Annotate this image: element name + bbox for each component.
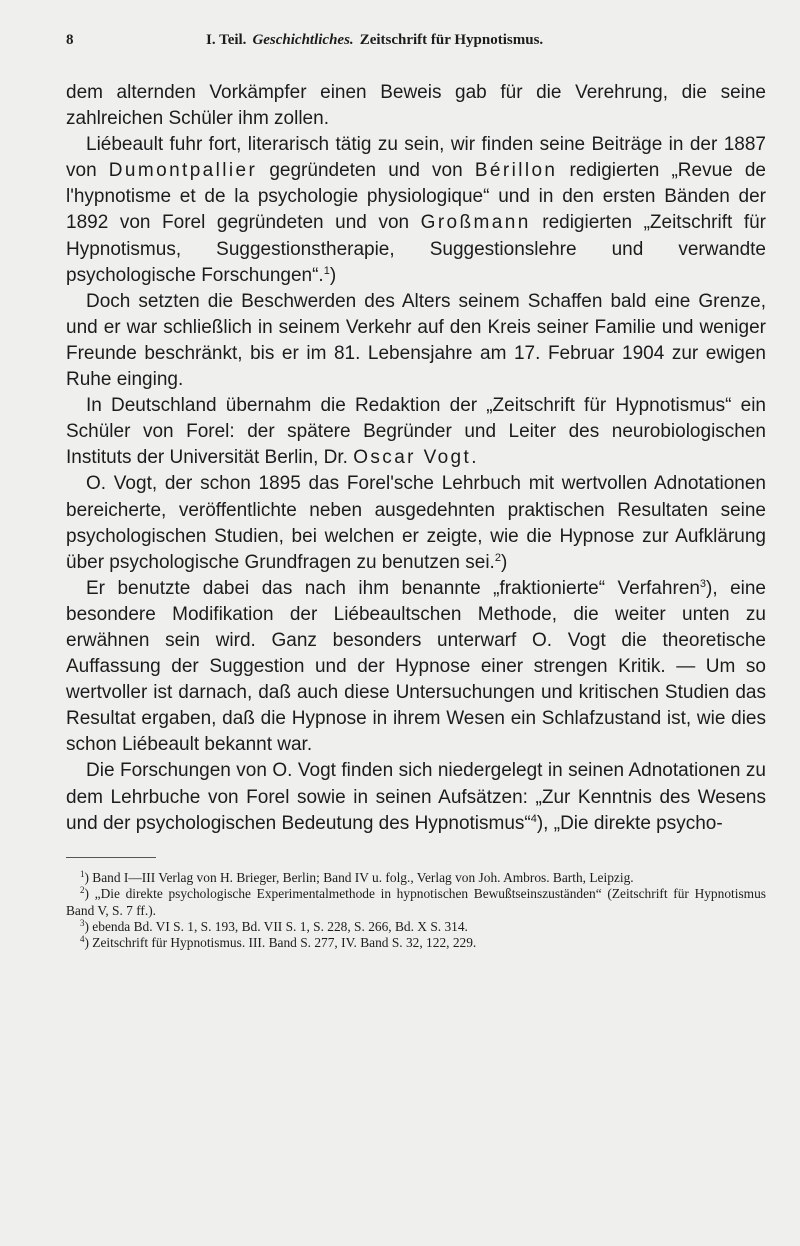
- footnotes: [66, 870, 766, 952]
- footnote-number: 3: [80, 917, 85, 928]
- paragraph-text: ): [329, 264, 337, 286]
- footnote-divider: [66, 857, 156, 858]
- page-number: 8: [66, 32, 74, 48]
- footnote-number: 1: [80, 868, 85, 879]
- footnote-text: ) „Die direkte psychologische Experimentalmethode in hypnotischen Bewußtseinszuständen“ (Zeitschrift für Hypnotismus Band V, S. 7 ff.).: [66, 886, 766, 918]
- paragraph: [66, 289, 766, 393]
- footnote-number: 2: [80, 885, 85, 896]
- paragraph: [66, 132, 766, 289]
- footnote: [66, 870, 766, 886]
- body-text: [66, 80, 766, 837]
- page: [66, 32, 766, 952]
- paragraph: [66, 80, 766, 132]
- paragraph-text: gegründeten und von: [257, 160, 475, 182]
- footnote-number: 4: [80, 934, 85, 945]
- footnote-ref: 3: [699, 577, 707, 590]
- footnote: [66, 935, 766, 951]
- paragraph-text: .: [471, 447, 477, 469]
- paragraph-text: O. Vogt, der schon 1895 das Forel'sche Lehrbuch mit wertvollen Adnotationen bereicherte, veröffentlichte neben ausgedehnten praktischen Resultaten seine psychologischen Studien, bei welchen er zeigte, wie die Hypnose zur Aufklärung über psychologische Grundfragen zu benutzen sei.: [66, 473, 766, 573]
- paragraph-text: redigierten „Zeitschrift für Hypnotismus, Suggestionstherapie, Suggestionslehre und verwandte psychologische Forschungen“.: [66, 212, 767, 286]
- footnote-text: ) ebenda Bd. VI S. 1, S. 193, Bd. VII S. 1, S. 228, S. 266, Bd. X S. 314.: [84, 918, 468, 934]
- footnote-ref: 4: [530, 812, 537, 825]
- paragraph-text: ): [500, 551, 508, 573]
- paragraph-text: ), eine besondere Modifikation der Liébeaultschen Methode, die weiter unten zu erwähnen sein wird. Ganz besonders unterwarf O. Vogt die theoretische Auffassung der Suggestion und der Hypnose einer strengen Kritik. — Um so wertvoller ist darnach, daß auch diese Untersuchungen und kritischen Studien das Resultat ergaben, daß die Hypnose in ihrem Wesen ein Schlafzustand ist, wie dies schon Liébeault bekannt war.: [66, 577, 766, 756]
- running-header: [66, 32, 766, 56]
- paragraph-text: redigierten „Revue de l'hypnotisme et de la psychologie physiologique“ und in den ersten Bänden der 1892 von Forel gegründeten und von: [66, 160, 766, 234]
- paragraph-text: dem alternden Vorkämpfer einen Beweis gab für die Verehrung, die seine zahlreichen Schüler ihm zollen.: [66, 82, 766, 130]
- paragraph-text: Doch setzten die Beschwerden des Alters seinem Schaffen bald eine Grenze, und er war schließlich in seinem Verkehr auf den Kreis seiner Familie und weniger Freunde beschränkt, bis er im 81. Lebensjahre am 17. Februar 1904 zur ewigen Ruhe einging.: [66, 290, 766, 391]
- footnote-text: ) Band I—III Verlag von H. Brieger, Berlin; Band IV u. folg., Verlag von Joh. Ambros. Barth, Leipzig.: [84, 869, 634, 885]
- footnote-ref: 1: [323, 264, 330, 277]
- header-part: I. Teil.: [206, 32, 247, 48]
- paragraph: [66, 576, 766, 759]
- header-journal: Zeitschrift für Hypnotismus.: [359, 32, 544, 48]
- footnote: [66, 919, 766, 935]
- footnote-ref: 2: [494, 551, 501, 564]
- name-berillon: Bérillon: [474, 160, 558, 182]
- name-grossmann: Großmann: [420, 212, 531, 234]
- paragraph: [66, 471, 766, 575]
- paragraph: [66, 393, 766, 471]
- footnote: [66, 886, 766, 919]
- paragraph-text: In Deutschland übernahm die Redaktion der „Zeitschrift für Hypnotismus“ ein Schüler von Forel: der spätere Begründer und Leiter des neurobiologischen Instituts der Universität Berlin, Dr.: [66, 395, 766, 469]
- paragraph-text: Er benutzte dabei das nach ihm benannte „fraktionierte“ Verfahren: [86, 577, 700, 599]
- name-dumontpallier: Dumontpallier: [108, 160, 258, 182]
- paragraph-text: Die Forschungen von O. Vogt finden sich niedergelegt in seinen Adnotationen zu dem Lehrbuche von Forel sowie in seinen Aufsätzen: „Zur Kenntnis des Wesens und der psychologischen Bedeutung des Hypnotismus“: [66, 760, 766, 834]
- header-section: Geschichtliches.: [252, 32, 354, 48]
- paragraph-text: Liébeault fuhr fort, literarisch tätig zu sein, wir finden seine Beiträge in der 1887 von: [66, 134, 766, 182]
- name-oscar-vogt: Oscar Vogt: [353, 447, 472, 469]
- paragraph: [66, 758, 766, 836]
- footnote-text: ) Zeitschrift für Hypnotismus. III. Band S. 277, IV. Band S. 32, 122, 229.: [84, 935, 477, 951]
- paragraph-text: ), „Die direkte psycho-: [536, 812, 723, 834]
